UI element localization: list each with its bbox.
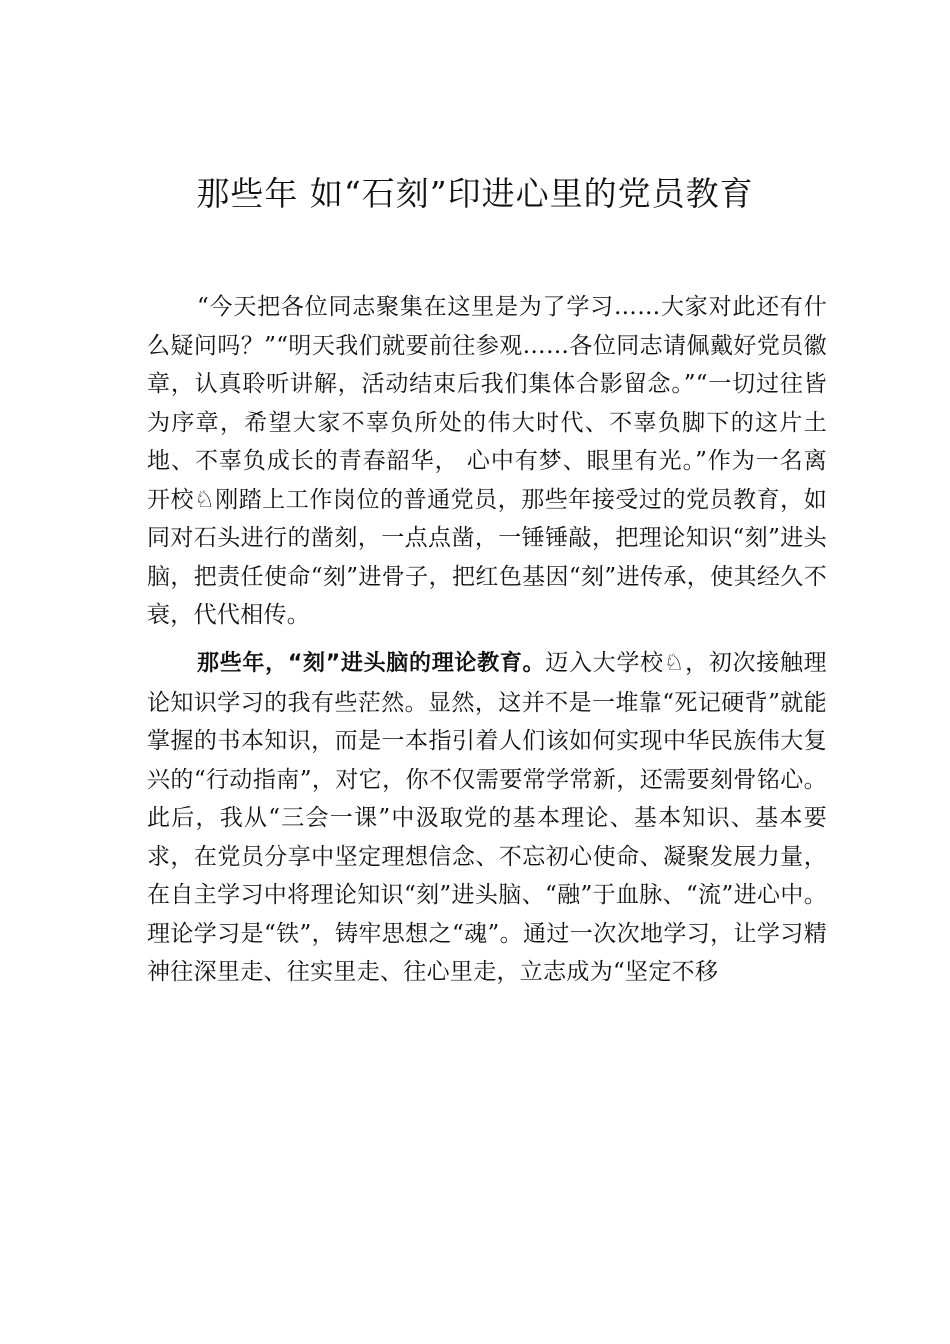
paragraph-2-lead: 那些年，“刻”进头脑的理论教育。	[197, 651, 546, 676]
paragraph-2	[147, 644, 827, 992]
paragraph-2-text: 迈入大学校♘，初次接触理论知识学习的我有些茫然。显然，这并不是一堆靠“死记硬背”就能掌握的书本知识，而是一本指引着人们该如何实现中华民族伟大复兴的“行动指南”，对它，你不仅需要常学常新，还需要刻骨铭心。此后，我从“三会一课”中汲取党的基本理论、基本知识、基本要求，在党员分享中坚定理想信念、不忘初心使命、凝聚发展力量，在自主学习中将理论知识“刻”进头脑、“融”于血脉、“流”进心中。理论学习是“铁”，铸牢思想之“魂”。通过一次次地学习，让学习精神往深里走、往实里走、往心里走，立志成为“坚定不移	[147, 650, 827, 985]
document-title: 那些年 如“石刻”印进心里的党员教育	[196, 174, 754, 213]
paragraph-1-text: “今天把各位同志聚集在这里是为了学习……大家对此还有什么疑问吗？”“明天我们就要前往参观……各位同志请佩戴好党员徽章，认真聆听讲解，活动结束后我们集体合影留念。”“一切过往皆为序章，希望大家不辜负所处的伟大时代、不辜负脚下的这片土地、不辜负成长的青春韶华， 心中有梦、眼里有光。”作为一名离开校♘刚踏上工作岗位的普通党员，那些年接受过的党员教育，如同对石头进行的凿刻，一点点凿，一锤锤敲，把理论知识“刻”进头脑，把责任使命“刻”进骨子，把红色基因“刻”进传承，使其经久不衰，代代相传。	[147, 294, 827, 628]
paragraph-1	[147, 288, 827, 635]
